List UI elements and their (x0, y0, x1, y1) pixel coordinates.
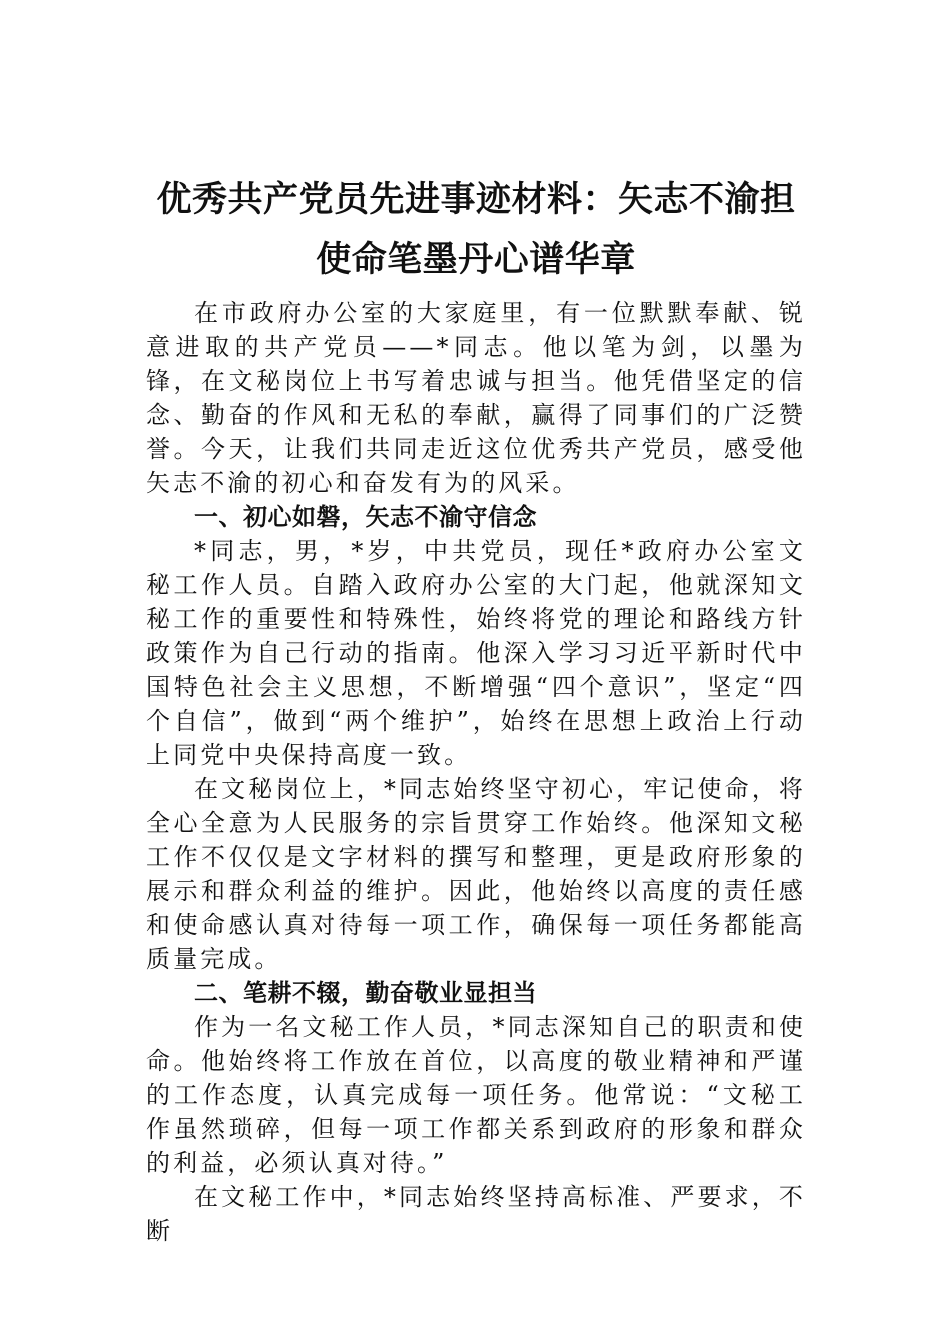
section-2-heading: 二、笔耕不辍，勤奋敬业显担当 (194, 979, 537, 1007)
document-body (146, 296, 806, 1248)
section-2-paragraph-1: 作为一名文秘工作人员，*同志深知自己的职责和使命。他始终将工作放在首位，以高度的敬业精神和严谨的工作态度，认真完成每一项任务。他常说：“文秘工作虽然琐碎，但每一项工作都关系到政府的形象和群众的利益，必须认真对待。” (146, 1013, 806, 1177)
section-1-paragraph-2: 在文秘岗位上，*同志始终坚守初心，牢记使命，将全心全意为人民服务的宗旨贯穿工作始终。他深知文秘工作不仅仅是文字材料的撰写和整理，更是政府形象的展示和群众利益的维护。因此，他始终以高度的责任感和使命感认真对待每一项工作，确保每一项任务都能高质量完成。 (146, 775, 806, 973)
intro-paragraph: 在市政府办公室的大家庭里，有一位默默奉献、锐意进取的共产党员——*同志。他以笔为剑，以墨为锋，在文秘岗位上书写着忠诚与担当。他凭借坚定的信念、勤奋的作风和无私的奉献，赢得了同事们的广泛赞誉。今天，让我们共同走近这位优秀共产党员，感受他矢志不渝的初心和奋发有为的风采。 (146, 299, 806, 497)
title-line-1: 优秀共产党员先进事迹材料：矢志不渝担 (156, 179, 796, 220)
document-title (126, 170, 826, 290)
section-1-heading: 一、初心如磐，矢志不渝守信念 (194, 503, 537, 531)
title-line-2: 使命笔墨丹心谱华章 (316, 239, 636, 280)
document-page (146, 170, 806, 1248)
section-1-paragraph-1: *同志，男，*岁，中共党员，现任*政府办公室文秘工作人员。自踏入政府办公室的大门起，他就深知文秘工作的重要性和特殊性，始终将党的理论和路线方针政策作为自己行动的指南。他深入学习习近平新时代中国特色社会主义思想，不断增强“四个意识”，坚定“四个自信”，做到“两个维护”，始终在思想上政治上行动上同党中央保持高度一致。 (146, 537, 806, 769)
section-2-paragraph-2: 在文秘工作中，*同志始终坚持高标准、严要求，不断 (146, 1183, 806, 1245)
